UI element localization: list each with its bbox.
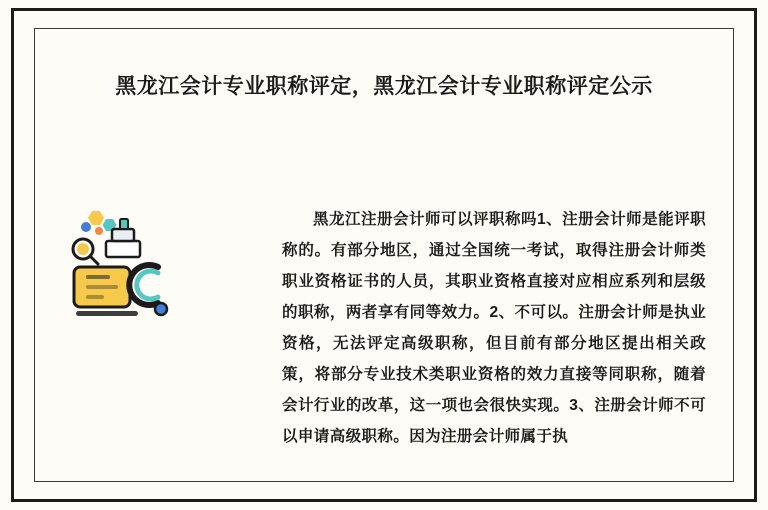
- accounting-documents-illustration: [62, 205, 192, 330]
- article-body: 黑龙江注册会计师可以评职称吗1、注册会计师是能评职称的。有部分地区，通过全国统一考试，取得注册会计师类职业资格证书的人员，其职业资格直接对应相应系列和层级的职称，两者享有同等效力。2、不可以。注册会计师是执业资格，无法评定高级职称，但目前有部分地区提出相关政策，将部分专业技术类职业资格的效力直接等同职称，随着会计行业的改革，这一项也会很快实现。3、注册会计师不可以申请高级职称。因为注册会计师属于执: [282, 211, 706, 445]
- page-title: 黑龙江会计专业职称评定，黑龙江会计专业职称评定公示: [115, 75, 653, 98]
